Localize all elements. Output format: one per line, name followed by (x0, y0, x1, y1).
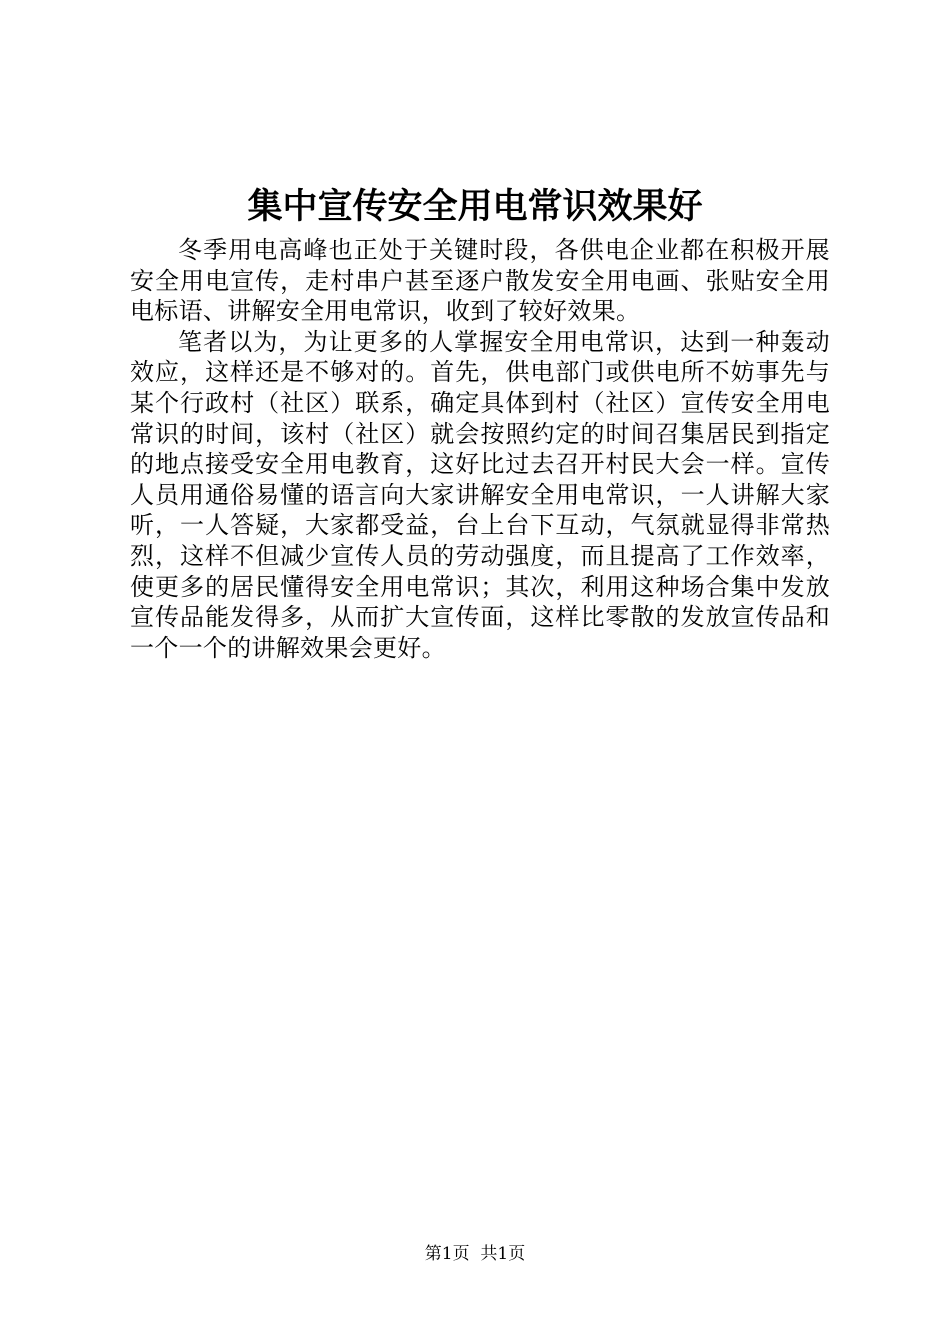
paragraph-1: 冬季用电高峰也正处于关键时段，各供电企业都在积极开展安全用电宣传，走村串户甚至逐户散发安全用电画、张贴安全用电标语、讲解安全用电常识，收到了较好效果。 (130, 236, 830, 326)
paragraph-2: 笔者以为，为让更多的人掌握安全用电常识，达到一种轰动效应，这样还是不够对的。首先，供电部门或供电所不妨事先与某个行政村（社区）联系，确定具体到村（社区）宣传安全用电常识的时间，该村（社区）就会按照约定的时间召集居民到指定的地点接受安全用电教育，这好比过去召开村民大会一样。宣传人员用通俗易懂的语言向大家讲解安全用电常识，一人讲解大家听，一人答疑，大家都受益，台上台下互动，气氛就显得非常热烈，这样不但减少宣传人员的劳动强度，而且提高了工作效率，使更多的居民懂得安全用电常识；其次，利用这种场合集中发放宣传品能发得多，从而扩大宣传面，这样比零散的发放宣传品和一个一个的讲解效果会更好。 (130, 327, 830, 662)
page-number-info: 第1页 共1页 (424, 1244, 526, 1264)
document-title: 集中宣传安全用电常识效果好 (247, 186, 703, 227)
document-body (130, 235, 830, 663)
page-footer (0, 1242, 950, 1266)
